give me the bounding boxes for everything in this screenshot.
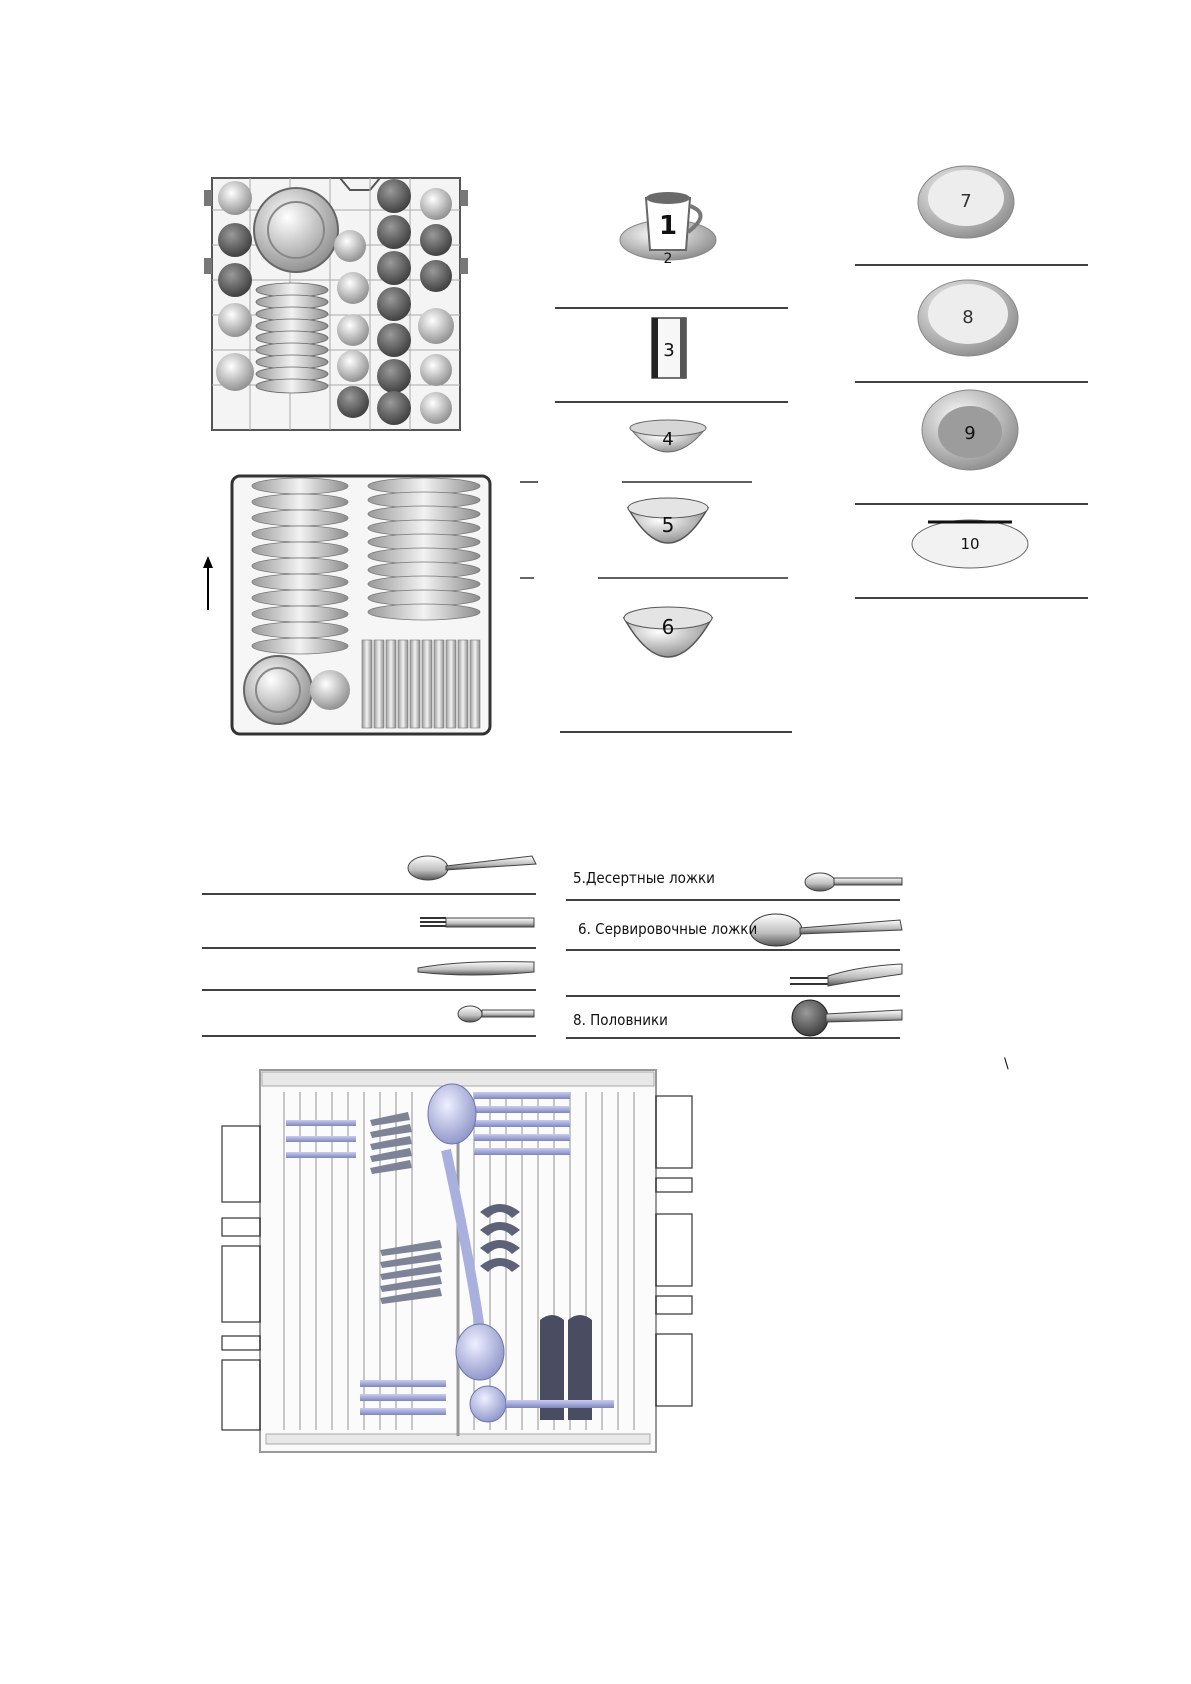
deep-plate-icon-9 bbox=[922, 390, 1018, 470]
spoon-icon bbox=[408, 856, 536, 880]
knife-icon bbox=[418, 962, 534, 975]
plate-icon-7 bbox=[918, 166, 1014, 238]
item-2-label: 2 bbox=[663, 251, 673, 267]
plate-icon-8 bbox=[918, 280, 1018, 356]
item-10-label: 10 bbox=[960, 535, 980, 553]
teaspoon-icon bbox=[458, 1006, 534, 1022]
platter-icon-10 bbox=[912, 520, 1028, 568]
label-dessert-spoons: 5.Десертные ложки bbox=[573, 869, 715, 887]
cutlery-tray-diagram bbox=[222, 1070, 692, 1452]
dish-legend-left bbox=[520, 192, 792, 732]
item-4-label: 4 bbox=[662, 429, 674, 450]
small-bowl-icon bbox=[630, 420, 706, 452]
label-serving-spoons: 6. Сервировочные ложки bbox=[578, 920, 758, 938]
cutlery-legend bbox=[202, 856, 902, 1038]
ladle-icon bbox=[792, 1000, 902, 1036]
dish-legend-right bbox=[855, 166, 1088, 598]
dessert-spoon-icon bbox=[805, 873, 902, 891]
fork-icon bbox=[420, 918, 534, 927]
glass-icon bbox=[652, 318, 686, 378]
item-6-label: 6 bbox=[661, 615, 675, 639]
lower-basket-diagram bbox=[203, 476, 490, 734]
upper-basket-diagram bbox=[204, 178, 468, 430]
serving-spoon-icon bbox=[750, 914, 902, 946]
item-7-label: 7 bbox=[960, 191, 972, 212]
stray-mark: \ bbox=[1004, 1056, 1009, 1072]
bowl-icon-5 bbox=[628, 498, 708, 543]
item-3-label: 3 bbox=[663, 340, 675, 361]
label-ladles: 8. Половники bbox=[573, 1011, 668, 1029]
cup-saucer-icon bbox=[620, 192, 716, 267]
item-8-label: 8 bbox=[962, 307, 974, 328]
serving-fork-icon bbox=[790, 964, 902, 986]
item-9-label: 9 bbox=[964, 423, 976, 444]
item-1-label: 1 bbox=[658, 211, 678, 241]
arrow-up-icon bbox=[203, 556, 213, 610]
item-5-label: 5 bbox=[661, 513, 675, 537]
bowl-icon-6 bbox=[624, 607, 712, 657]
